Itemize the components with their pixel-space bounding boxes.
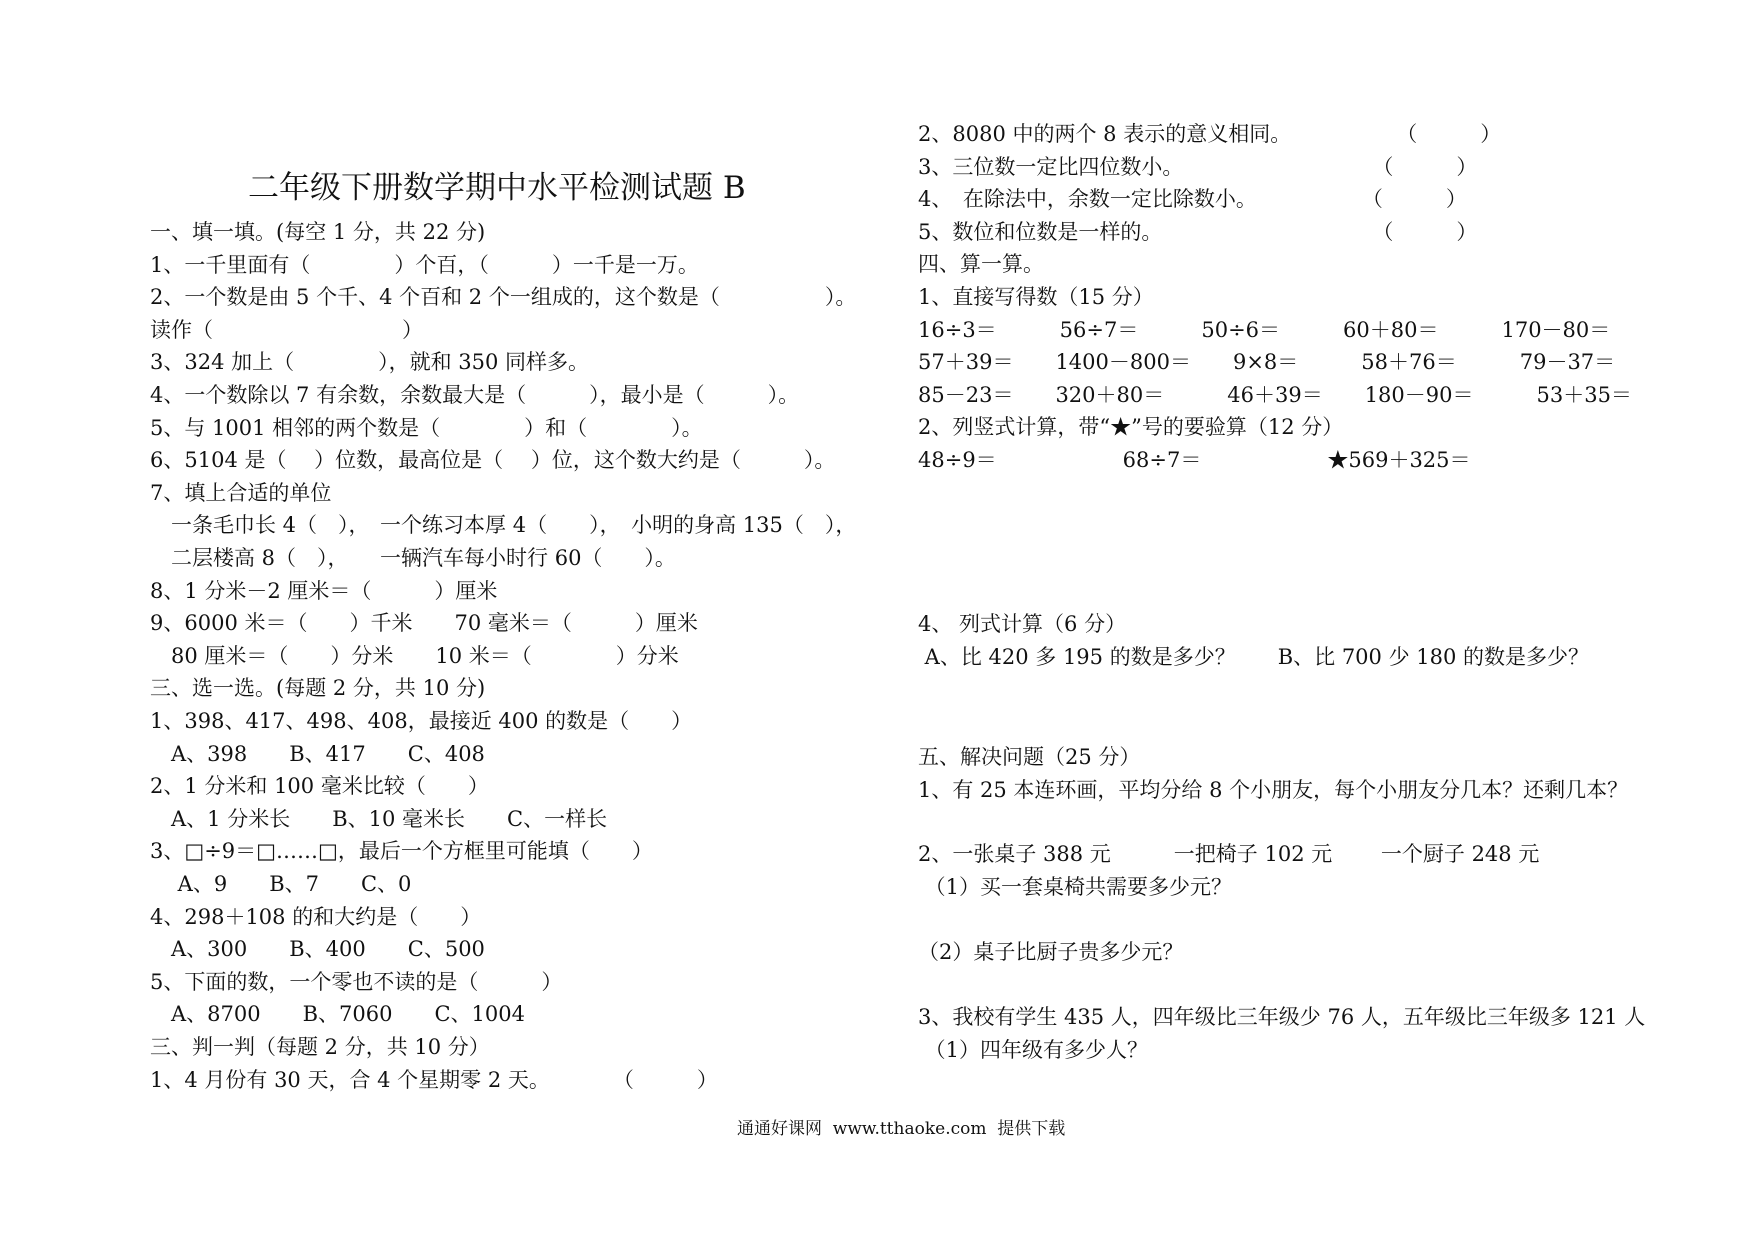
left-line-16: A、398 B、417 C、408 xyxy=(150,741,485,766)
left-line-10: 二层楼高 8（ ）， 一辆汽车每小时行 60（ ）。 xyxy=(150,546,676,570)
right-line-5: 1、直接写得数（15 分） xyxy=(918,285,1154,309)
left-line-5: 4、一个数除以 7 有余数，余数最大是（ ），最小是（ ）。 xyxy=(150,383,800,407)
right-line-1: 3、三位数一定比四位数小。 （ ） xyxy=(918,154,1478,179)
left-line-0: 一、填一填。(每空 1 分，共 22 分) xyxy=(150,220,486,244)
furniture-q2-line-0: （2）桌子比厨子贵多少元？ xyxy=(918,940,1184,964)
footer-credit: 通通好课网 www.tthaoke.com 提供下载 xyxy=(737,1119,1066,1139)
left-line-6: 5、与 1001 相邻的两个数是（ ）和（ ）。 xyxy=(150,415,703,440)
right-line-8: 85－23＝ 320＋80＝ 46＋39＝ 180－90＝ 53＋35＝ xyxy=(918,382,1632,407)
left-line-21: 4、298＋108 的和大约是（ ） xyxy=(150,904,482,929)
left-line-25: 三、判一判（每题 2 分，共 10 分） xyxy=(150,1035,490,1059)
right-line-0: 2、8080 中的两个 8 表示的意义相同。 （ ） xyxy=(918,122,1502,146)
left-line-11: 8、1 分米－2 厘米＝（ ）厘米 xyxy=(150,578,498,603)
left-line-9: 一条毛巾长 4（ ）， 一个练习本厚 4（ ）， 小明的身高 135（ ）， xyxy=(150,513,857,538)
calc-word-line-1: A、比 420 多 195 的数是多少？ B、比 700 少 180 的数是多少？ xyxy=(918,644,1590,669)
right-line-2: 4、 在除法中，余数一定比除数小。 （ ） xyxy=(918,187,1467,212)
left-line-15: 1、398、417、498、408，最接近 400 的数是（ ） xyxy=(150,709,693,733)
left-line-14: 三、选一选。(每题 2 分，共 10 分) xyxy=(150,676,486,701)
left-line-20: A、9 B、7 C、0 xyxy=(150,872,412,896)
right-line-9: 2、列竖式计算，带“★”号的要验算（12 分） xyxy=(918,415,1344,440)
left-line-13: 80 厘米＝（ ）分米 10 米＝（ ）分米 xyxy=(150,643,679,668)
right-line-6: 16÷3＝ 56÷7＝ 50÷6＝ 60＋80＝ 170－80＝ xyxy=(918,317,1611,342)
solve-line-0: 五、解决问题（25 分） xyxy=(918,745,1141,769)
left-line-19: 3、□÷9＝□……□，最后一个方框里可能填（ ） xyxy=(150,839,653,864)
right-line-4: 四、算一算。 xyxy=(918,252,1044,277)
left-line-24: A、8700 B、7060 C、1004 xyxy=(150,1002,525,1027)
left-line-1: 1、一千里面有（ ）个百，（ ）一千是一万。 xyxy=(150,252,699,277)
left-line-4: 3、324 加上（ ），就和 350 同样多。 xyxy=(150,350,590,375)
left-line-26: 1、4 月份有 30 天，合 4 个星期零 2 天。 （ ） xyxy=(150,1067,718,1092)
left-line-2: 2、一个数是由 5 个千、4 个百和 2 个一组成的，这个数是（ ）。 xyxy=(150,285,857,310)
right-line-7: 57＋39＝ 1400－800＝ 9×8＝ 58＋76＝ 79－37＝ xyxy=(918,350,1616,375)
calc-word-line-0: 4、 列式计算（6 分） xyxy=(918,612,1127,636)
furniture-line-1: （1）买一套桌椅共需要多少元？ xyxy=(918,874,1233,899)
furniture-line-0: 2、一张桌子 388 元 一把椅子 102 元 一个厨子 248 元 xyxy=(918,842,1540,866)
right-line-10: 48÷9＝ 68÷7＝ ★569＋325＝ xyxy=(918,448,1471,472)
page-title: 二年级下册数学期中水平检测试题 B xyxy=(248,170,746,206)
left-line-17: 2、1 分米和 100 毫米比较（ ） xyxy=(150,774,489,799)
left-line-22: A、300 B、400 C、500 xyxy=(150,937,485,962)
left-line-18: A、1 分米长 B、10 毫米长 C、一样长 xyxy=(150,806,608,831)
left-line-23: 5、下面的数，一个零也不读的是（ ） xyxy=(150,969,563,994)
students-line-1: （1）四年级有多少人？ xyxy=(918,1037,1149,1062)
students-line-0: 3、我校有学生 435 人，四年级比三年级少 76 人，五年级比三年级多 121 人 xyxy=(918,1005,1646,1029)
solve-line-1: 1、有 25 本连环画，平均分给 8 个小朋友，每个小朋友分几本？还剩几本？ xyxy=(918,777,1629,802)
left-line-3: 读作（ ） xyxy=(150,317,423,342)
left-line-7: 6、5104 是（ ）位数，最高位是（ ）位，这个数大约是（ ）。 xyxy=(150,448,836,473)
left-line-12: 9、6000 米＝（ ）千米 70 毫米＝（ ）厘米 xyxy=(150,611,698,636)
left-line-8: 7、填上合适的单位 xyxy=(150,480,332,505)
right-line-3: 5、数位和位数是一样的。 （ ） xyxy=(918,219,1478,244)
